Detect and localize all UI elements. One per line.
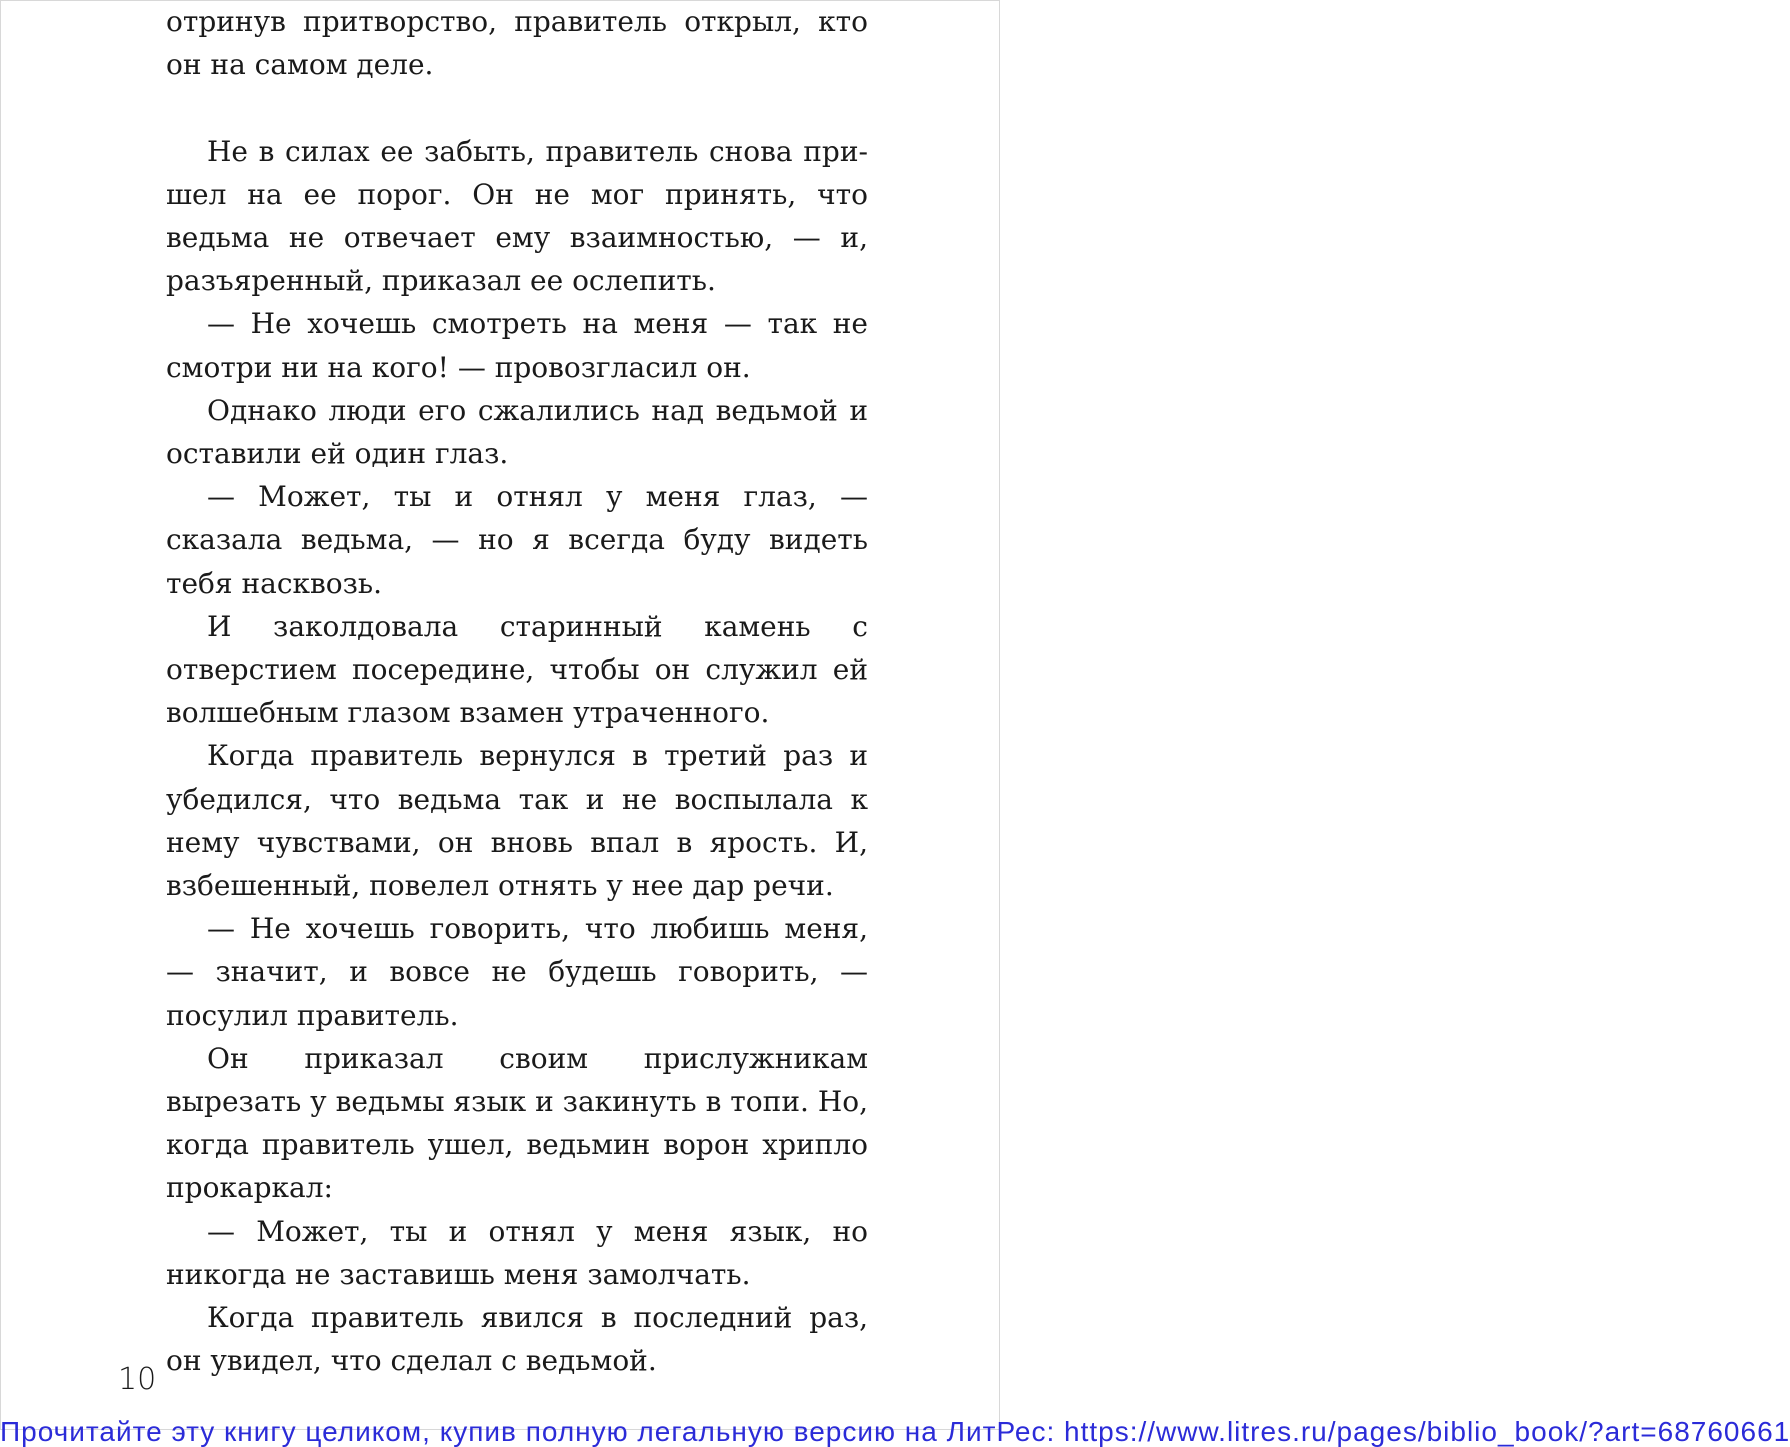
paragraph-5: — Может, ты и отнял у меня глаз, — сказала ведьма, — но я всегда буду видеть тебя насквозь. [166,480,868,600]
paragraph-1: отринув притворство, правитель открыл, кто он на самом деле. [166,5,868,82]
book-text-block [166,0,868,1382]
paragraph-8: — Не хочешь говорить, что любишь меня, — значит, и вовсе не будешь говорить, — посулил правитель. [166,912,868,1032]
paragraph-2: Не в силах ее забыть, правитель снова пришел на ее порог. Он не мог принять, что ведьма не отвечает ему взаимностью, — и, разъяренный, приказал ее ослепить. [166,134,868,298]
paragraph-7: Когда правитель вернулся в третий раз и убедился, что ведьма так и не воспылала к нему чувствами, он вновь впал в ярость. И, взбешенный, повелел отнять у нее дар речи. [166,739,868,903]
footer-link[interactable]: Прочитайте эту книгу целиком, купив полную легальную версию на ЛитРес: https://www.litres.ru/pages/biblio_book/?art=68760661 [0,1416,1790,1447]
paragraph-3: — Не хочешь смотреть на меня — так не смотри ни на кого! — провозгласил он. [166,307,868,384]
paragraph-6: И заколдовала старинный камень с отверстием посередине, чтобы он служил ей волшебным глазом взамен утраченного. [166,609,868,730]
paragraph-4: Однако люди его сжалились над ведьмой и оставили ей один глаз. [166,393,868,471]
paragraph-11: Когда правитель явился в последний раз, он увидел, что сделал с ведьмой. [166,1301,868,1378]
page-number: 10 [118,1362,157,1397]
paragraph-9: Он приказал своим прислужникам вырезать у ведьмы язык и закинуть в топи. Но, когда правитель ушел, ведьмин ворон хрипло прокаркал: [166,1041,868,1205]
paragraph-10: — Может, ты и отнял у меня язык, но никогда не заставишь меня замолчать. [166,1214,868,1291]
